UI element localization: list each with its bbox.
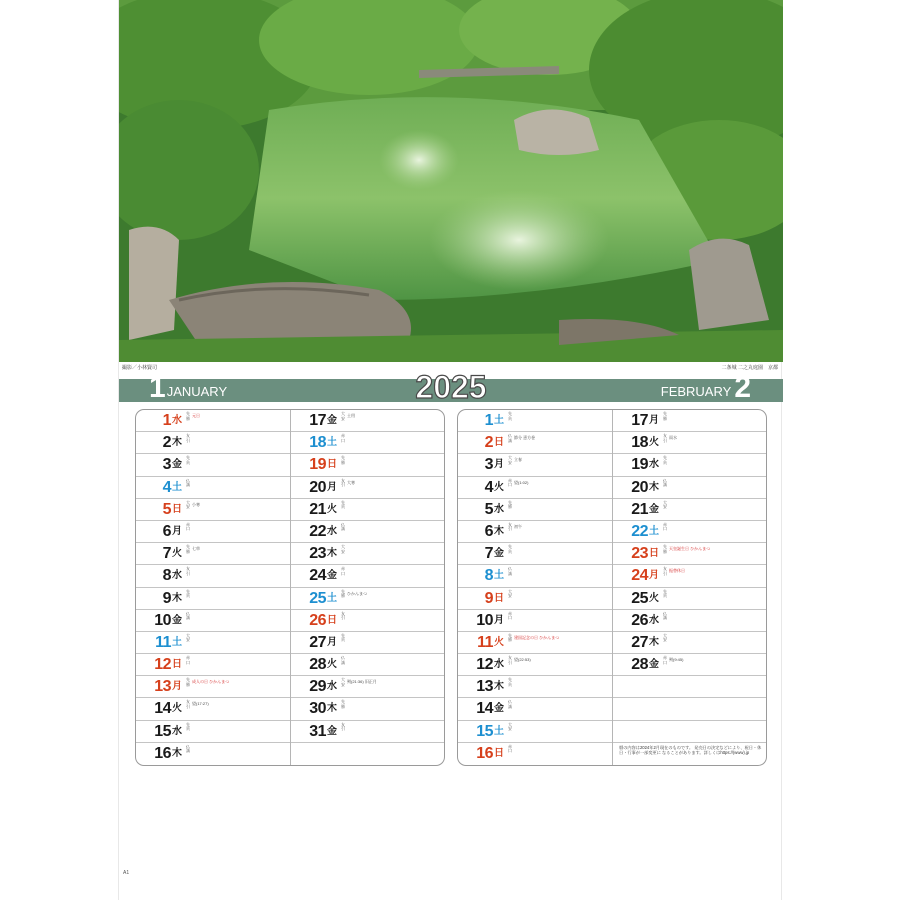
day-row: [136, 477, 290, 499]
day-number: 26: [309, 611, 326, 629]
day-row: [613, 499, 767, 521]
day-row: [613, 588, 767, 610]
rokuyo-label: 大安: [508, 588, 512, 598]
photographer-credit: 撮影／小林賢司: [122, 365, 158, 371]
day-number: 7: [484, 545, 493, 563]
day-of-week: 日: [172, 659, 182, 671]
garden-photo: [119, 0, 783, 362]
day-row: [136, 521, 290, 543]
day-of-week: 金: [494, 703, 504, 715]
day-note: 小寒: [192, 501, 200, 507]
day-row: [291, 565, 445, 587]
day-number: 26: [631, 611, 648, 629]
day-row: [458, 698, 612, 720]
day-of-week: 木: [172, 747, 182, 759]
february-col-2: [613, 410, 767, 765]
day-number: 3: [484, 456, 493, 474]
day-row: [613, 676, 767, 698]
month-label-january: [149, 371, 228, 404]
day-row: [136, 610, 290, 632]
rokuyo-label: 友引: [341, 477, 345, 488]
day-of-week: 月: [172, 525, 182, 537]
day-of-week: 土: [494, 725, 504, 737]
month-number: 2: [734, 371, 751, 404]
day-row: [291, 499, 445, 521]
rokuyo-label: 先負: [186, 455, 190, 465]
day-of-week: 火: [649, 592, 659, 604]
day-number: 1: [162, 412, 171, 429]
day-row: [136, 410, 290, 432]
day-row: [458, 588, 612, 610]
day-number: 24: [631, 567, 648, 585]
day-number: 12: [154, 656, 171, 674]
rokuyo-label: 仏滅: [186, 743, 190, 754]
rokuyo-label: 大安: [186, 632, 190, 643]
day-of-week: 火: [494, 636, 504, 648]
day-of-week: 水: [494, 659, 504, 671]
day-note: 土用: [347, 413, 355, 418]
day-row: [613, 454, 767, 476]
day-of-week: 土: [172, 481, 182, 493]
day-number: 2: [484, 434, 493, 452]
day-of-week: 金: [649, 503, 659, 515]
rokuyo-label: 友引: [186, 566, 190, 576]
day-row: [458, 565, 612, 587]
day-note: 元日: [192, 413, 200, 418]
day-row: [136, 454, 290, 476]
january-col-2: [291, 410, 445, 765]
day-note: 大寒: [347, 479, 355, 485]
day-number: 9: [484, 589, 493, 607]
day-of-week: 金: [327, 415, 337, 426]
rokuyo-label: 先勝: [663, 544, 667, 554]
day-number: 23: [631, 545, 648, 563]
day-row: [458, 721, 612, 743]
day-row: [136, 432, 290, 454]
day-row: [613, 543, 767, 565]
day-of-week: 木: [327, 548, 337, 560]
day-number: 21: [309, 500, 326, 518]
rokuyo-label: 赤口: [663, 521, 667, 532]
day-row: [291, 588, 445, 610]
february-col-1: [458, 410, 613, 765]
day-row: [291, 632, 445, 654]
day-row: [136, 588, 290, 610]
day-number: 4: [162, 478, 171, 496]
day-of-week: 土: [649, 525, 659, 537]
calendar-disclaimer: 暦の内容は2024年2月現在のものです。 発売日の決定などにより、祝日・休日・行事が一部変更に なることがあります。詳しくはhttps://(www).jp: [619, 744, 762, 756]
day-of-week: 火: [649, 437, 659, 449]
day-row: [458, 454, 612, 476]
day-number: 25: [309, 589, 326, 607]
year-title: 2025: [415, 369, 487, 405]
rokuyo-label: 赤口: [341, 566, 345, 576]
day-row: [613, 698, 767, 720]
day-row: [458, 676, 612, 698]
day-of-week: 水: [649, 614, 659, 626]
day-row: [458, 477, 612, 499]
rokuyo-label: 仏滅: [508, 566, 512, 576]
day-number: 22: [631, 522, 648, 540]
rokuyo-label: 赤口: [186, 655, 190, 665]
day-row: [136, 499, 290, 521]
day-number: 16: [476, 744, 493, 762]
day-number: 15: [476, 722, 493, 740]
day-row: [458, 610, 612, 632]
day-of-week: 土: [327, 592, 337, 604]
rokuyo-label: 先勝: [341, 455, 345, 465]
rokuyo-label: 友引: [186, 699, 190, 709]
day-row: [458, 499, 612, 521]
day-number: 3: [162, 456, 171, 474]
rokuyo-label: 仏滅: [186, 610, 190, 621]
day-of-week: 水: [494, 503, 504, 515]
day-row: [291, 521, 445, 543]
day-of-week: 日: [494, 437, 504, 449]
month-label-february: [660, 371, 751, 404]
day-row: [291, 454, 445, 476]
rokuyo-label: 友引: [508, 655, 512, 665]
day-of-week: 火: [327, 503, 337, 515]
day-number: 15: [154, 722, 171, 740]
rokuyo-label: 友引: [663, 566, 667, 576]
day-number: 30: [309, 700, 326, 718]
rokuyo-label: 仏滅: [663, 477, 667, 488]
day-number: 7: [162, 545, 171, 563]
day-number: 4: [484, 478, 493, 496]
day-number: 17: [309, 412, 326, 429]
day-of-week: 木: [494, 681, 504, 693]
day-number: 13: [154, 678, 171, 696]
rokuyo-label: 先負: [341, 632, 345, 643]
rokuyo-label: 大安: [663, 632, 667, 643]
day-of-week: 月: [494, 459, 504, 471]
january-grid: [135, 409, 445, 766]
rokuyo-label: 大安: [341, 677, 345, 687]
day-of-week: 金: [494, 548, 504, 560]
day-row: [291, 676, 445, 698]
rokuyo-label: 仏滅: [186, 477, 190, 488]
day-number: 8: [484, 567, 493, 585]
day-number: 13: [476, 678, 493, 696]
day-row: [136, 698, 290, 720]
day-of-week: 金: [327, 570, 337, 582]
day-of-week: 月: [327, 481, 337, 493]
day-row: [458, 410, 612, 432]
day-number: 28: [631, 656, 648, 674]
day-of-week: 月: [649, 415, 659, 426]
day-of-week: 月: [494, 614, 504, 626]
rokuyo-label: 先負: [508, 544, 512, 554]
rokuyo-label: 大安: [508, 721, 512, 732]
rokuyo-label: 大安: [341, 544, 345, 554]
day-number: 10: [476, 611, 493, 629]
rokuyo-label: 赤口: [508, 610, 512, 621]
rokuyo-label: 先勝: [186, 677, 190, 687]
month-name: JANUARY: [166, 384, 228, 399]
day-row: [136, 632, 290, 654]
day-number: 20: [631, 478, 648, 496]
day-number: 17: [631, 412, 648, 429]
rokuyo-label: 赤口: [186, 521, 190, 532]
day-row: [136, 721, 290, 743]
rokuyo-label: 大安: [186, 499, 190, 510]
day-row: [291, 698, 445, 720]
rokuyo-label: 大安: [341, 411, 345, 421]
day-of-week: 金: [327, 725, 337, 737]
day-number: 6: [484, 522, 493, 540]
day-number: 14: [476, 700, 493, 718]
day-row: [136, 654, 290, 676]
day-row: [458, 743, 612, 765]
day-of-week: 木: [649, 481, 659, 493]
day-note: 朔(21:36) 旧正月: [347, 679, 377, 685]
day-row: [291, 654, 445, 676]
day-note: 雨水: [669, 435, 677, 441]
day-of-week: 日: [172, 503, 182, 515]
day-note: 望(1:02): [514, 479, 529, 485]
rokuyo-label: 先勝: [508, 499, 512, 510]
rokuyo-label: 先勝: [341, 588, 345, 598]
day-of-week: 土: [172, 636, 182, 648]
day-number: 16: [154, 744, 171, 762]
day-row: [458, 521, 612, 543]
day-row: [136, 743, 290, 765]
day-number: 22: [309, 522, 326, 540]
day-of-week: 水: [172, 415, 182, 426]
rokuyo-label: 仏滅: [663, 610, 667, 621]
day-number: 2: [162, 434, 171, 452]
day-number: 11: [477, 633, 493, 651]
rokuyo-label: 仏滅: [508, 433, 512, 443]
rokuyo-label: 先勝: [508, 632, 512, 643]
day-row: [136, 676, 290, 698]
rokuyo-label: 赤口: [341, 433, 345, 443]
day-row: [613, 565, 767, 587]
day-number: 19: [309, 456, 326, 474]
day-number: 14: [154, 700, 171, 718]
day-of-week: 土: [494, 415, 504, 426]
day-note: 天皇誕生日 ひかんまつ: [669, 546, 711, 552]
day-row: [613, 721, 767, 743]
rokuyo-label: 先勝: [186, 544, 190, 554]
day-note: 望(17:27): [192, 701, 209, 707]
month-name: FEBRUARY: [660, 384, 732, 399]
day-number: 6: [162, 522, 171, 540]
day-note: ひかんまつ: [347, 590, 367, 596]
day-number: 28: [309, 656, 326, 674]
day-of-week: 水: [327, 525, 337, 537]
day-number: 23: [309, 545, 326, 563]
day-row: [613, 610, 767, 632]
day-row: [458, 432, 612, 454]
rokuyo-label: 先勝: [186, 411, 190, 421]
day-row: [458, 632, 612, 654]
day-of-week: 火: [172, 548, 182, 560]
day-of-week: 日: [649, 548, 659, 560]
rokuyo-label: 赤口: [663, 655, 667, 665]
january-col-1: [136, 410, 291, 765]
day-number: 12: [476, 656, 493, 674]
day-of-week: 水: [649, 459, 659, 471]
rokuyo-label: 大安: [663, 499, 667, 510]
day-row: [613, 654, 767, 676]
day-number: 11: [155, 633, 171, 651]
rokuyo-label: 先負: [186, 588, 190, 598]
day-of-week: 木: [494, 525, 504, 537]
day-note: 節分 恵方巻: [514, 435, 536, 441]
day-row: [291, 543, 445, 565]
rokuyo-label: 赤口: [508, 743, 512, 754]
rokuyo-label: 先負: [341, 499, 345, 510]
day-note: 成人の日 ひかんまつ: [192, 679, 230, 685]
rokuyo-label: 友引: [186, 433, 190, 443]
day-of-week: 木: [172, 437, 182, 449]
day-row: [291, 743, 445, 765]
day-number: 5: [162, 500, 171, 518]
day-number: 21: [631, 500, 648, 518]
day-row: [613, 632, 767, 654]
day-number: 31: [309, 722, 326, 740]
day-of-week: 木: [327, 703, 337, 715]
day-of-week: 木: [172, 592, 182, 604]
day-number: 29: [309, 678, 326, 696]
rokuyo-label: 先負: [663, 588, 667, 598]
day-of-week: 金: [172, 459, 182, 471]
day-row: [458, 654, 612, 676]
day-of-week: 火: [327, 659, 337, 671]
calendar-sheet: [118, 0, 782, 900]
day-row: [291, 721, 445, 743]
rokuyo-label: 先負: [663, 455, 667, 465]
day-row: [613, 521, 767, 543]
day-note: 振替休日: [669, 568, 685, 574]
february-grid: [457, 409, 767, 766]
day-row: [613, 743, 767, 765]
day-row: [291, 432, 445, 454]
rokuyo-label: 友引: [341, 721, 345, 732]
rokuyo-label: 友引: [508, 521, 512, 532]
day-row: [291, 477, 445, 499]
day-number: 5: [484, 500, 493, 518]
day-number: 18: [309, 434, 326, 452]
day-number: 9: [162, 589, 171, 607]
day-row: [136, 565, 290, 587]
day-note: 朔(9:45): [669, 657, 684, 663]
day-row: [613, 410, 767, 432]
day-of-week: 火: [172, 703, 182, 715]
rokuyo-label: 友引: [663, 433, 667, 443]
day-number: 18: [631, 434, 648, 452]
rokuyo-label: 大安: [508, 455, 512, 465]
day-of-week: 金: [172, 614, 182, 626]
rokuyo-label: 先勝: [663, 411, 667, 421]
day-number: 27: [309, 633, 326, 651]
day-row: [136, 543, 290, 565]
day-of-week: 月: [327, 636, 337, 648]
day-note: 立春: [514, 457, 522, 463]
day-note: 建国記念の日 ひかんまつ: [514, 634, 560, 640]
day-of-week: 日: [494, 592, 504, 604]
day-row: [458, 543, 612, 565]
day-number: 1: [484, 412, 493, 429]
day-of-week: 金: [649, 659, 659, 671]
day-number: 27: [631, 633, 648, 651]
day-number: 25: [631, 589, 648, 607]
day-of-week: 日: [494, 747, 504, 759]
rokuyo-label: 仏滅: [341, 521, 345, 532]
day-of-week: 月: [649, 570, 659, 582]
day-row: [291, 410, 445, 432]
day-row: [291, 610, 445, 632]
rokuyo-label: 赤口: [508, 477, 512, 488]
day-number: 19: [631, 456, 648, 474]
day-of-week: 土: [327, 437, 337, 449]
day-of-week: 木: [649, 636, 659, 648]
day-row: [613, 477, 767, 499]
day-row: [613, 432, 767, 454]
rokuyo-label: 仏滅: [341, 655, 345, 665]
rokuyo-label: 仏滅: [508, 699, 512, 709]
day-number: 8: [162, 567, 171, 585]
day-of-week: 土: [494, 570, 504, 582]
corner-mark: A1: [123, 870, 130, 876]
day-number: 10: [154, 611, 171, 629]
photo-location-caption: 二条城 二之丸庭園 京都: [721, 365, 778, 371]
rokuyo-label: 友引: [341, 610, 345, 621]
day-of-week: 水: [172, 725, 182, 737]
rokuyo-label: 先負: [508, 677, 512, 687]
rokuyo-label: 先勝: [341, 699, 345, 709]
day-of-week: 火: [494, 481, 504, 493]
day-note: 初午: [514, 523, 522, 529]
rokuyo-label: 先負: [508, 411, 512, 421]
day-note: 七草: [192, 546, 200, 552]
day-of-week: 日: [327, 459, 337, 471]
day-number: 24: [309, 567, 326, 585]
day-note: 望(22:53): [514, 657, 531, 663]
day-of-week: 水: [327, 681, 337, 693]
day-number: 20: [309, 478, 326, 496]
day-of-week: 月: [172, 681, 182, 693]
month-number: 1: [149, 371, 166, 404]
day-of-week: 水: [172, 570, 182, 582]
rokuyo-label: 先負: [186, 721, 190, 732]
day-of-week: 日: [327, 614, 337, 626]
